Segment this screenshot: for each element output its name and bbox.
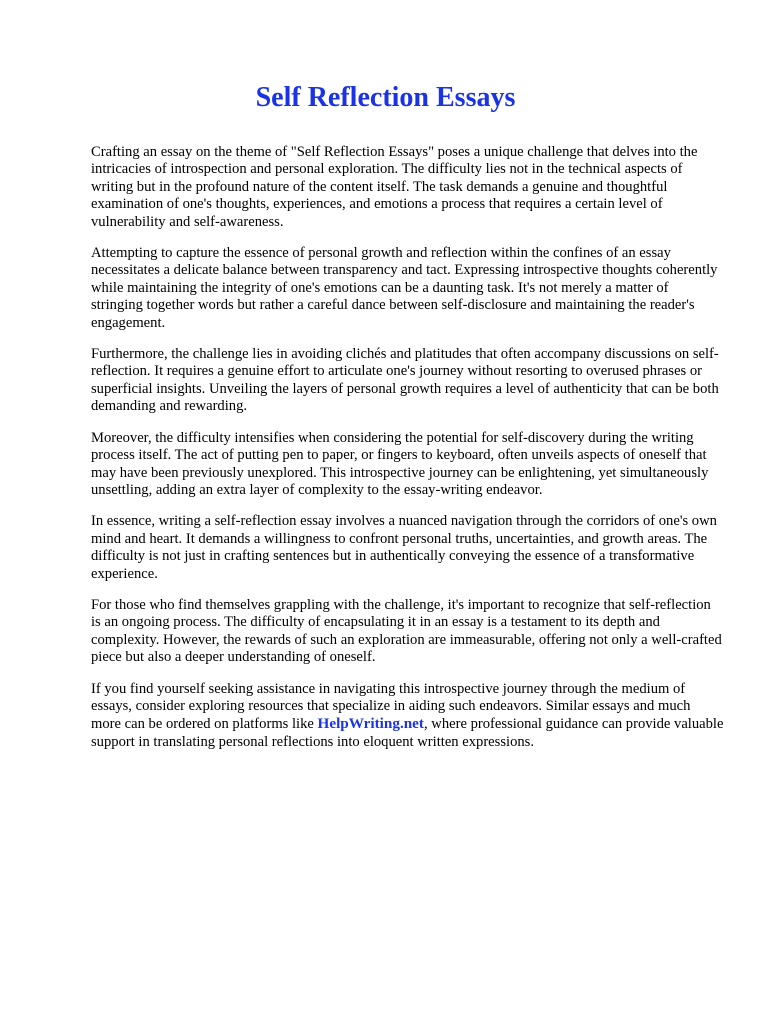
- paragraph-6: For those who find themselves grappling with the challenge, it's important to recognize that self-reflection is an ongoing process. The difficulty of encapsulating it in an essay is a testament to its depth and complexity. However, the rewards of such an exploration are immeasurable, offering not only a well-crafted piece but also a deeper understanding of oneself.: [91, 596, 722, 666]
- paragraph-7-before-link: If you find yourself seeking assistance in navigating this introspective journey through the medium of essays, consider exploring resources that specialize in aiding such endeavors. Similar essays and much more can be ordered on platforms like: [91, 680, 691, 733]
- paragraph-4: Moreover, the difficulty intensifies when considering the potential for self-discovery during the writing process itself. The act of putting pen to paper, or fingers to keyboard, often unveils aspects of oneself that may have been previously unexplored. This introspective journey can be enlightening, yet simultaneously unsettling, adding an extra layer of complexity to the essay-writing endeavor.: [91, 429, 709, 498]
- paragraph-1: Crafting an essay on the theme of "Self Reflection Essays" poses a unique challenge that delves into the intricacies of introspection and personal exploration. The difficulty lies not in the technical aspects of writing but in the profound nature of the content itself. The task demands a genuine and thoughtful examination of one's thoughts, experiences, and emotions a process that requires a certain level of vulnerability and self-awareness.: [91, 144, 698, 230]
- paragraph-2: Attempting to capture the essence of personal growth and reflection within the confines of an essay necessitates a delicate balance between transparency and tact. Expressing introspective thoughts coherently while maintaining the integrity of one's emotions can be a daunting task. It's not merely a matter of stringing together words but rather a careful dance between self-disclosure and maintaining the reader's engagement.: [91, 245, 718, 331]
- page-title: Self Reflection Essays: [255, 82, 516, 113]
- paragraph-3: Furthermore, the challenge lies in avoiding clichés and platitudes that often accompany discussions on self-reflection. It requires a genuine effort to articulate one's journey without resorting to overused phrases or superficial insights. Unveiling the layers of personal growth requires a level of authenticity that can be both demanding and rewarding.: [91, 346, 719, 415]
- document-body: [91, 144, 724, 751]
- paragraph-5: In essence, writing a self-reflection essay involves a nuanced navigation through the corridors of one's own mind and heart. It demands a willingness to confront personal truths, uncertainties, and growth areas. The difficulty is not just in crafting sentences but in authentically conveying the essence of a transformative experience.: [91, 513, 717, 582]
- helpwriting-link[interactable]: HelpWriting.net: [317, 715, 424, 733]
- paragraph-7: [91, 681, 724, 752]
- paragraph-7-after-link: , where professional guidance can provide valuable support in translating personal reflections into eloquent written expressions.: [91, 716, 724, 750]
